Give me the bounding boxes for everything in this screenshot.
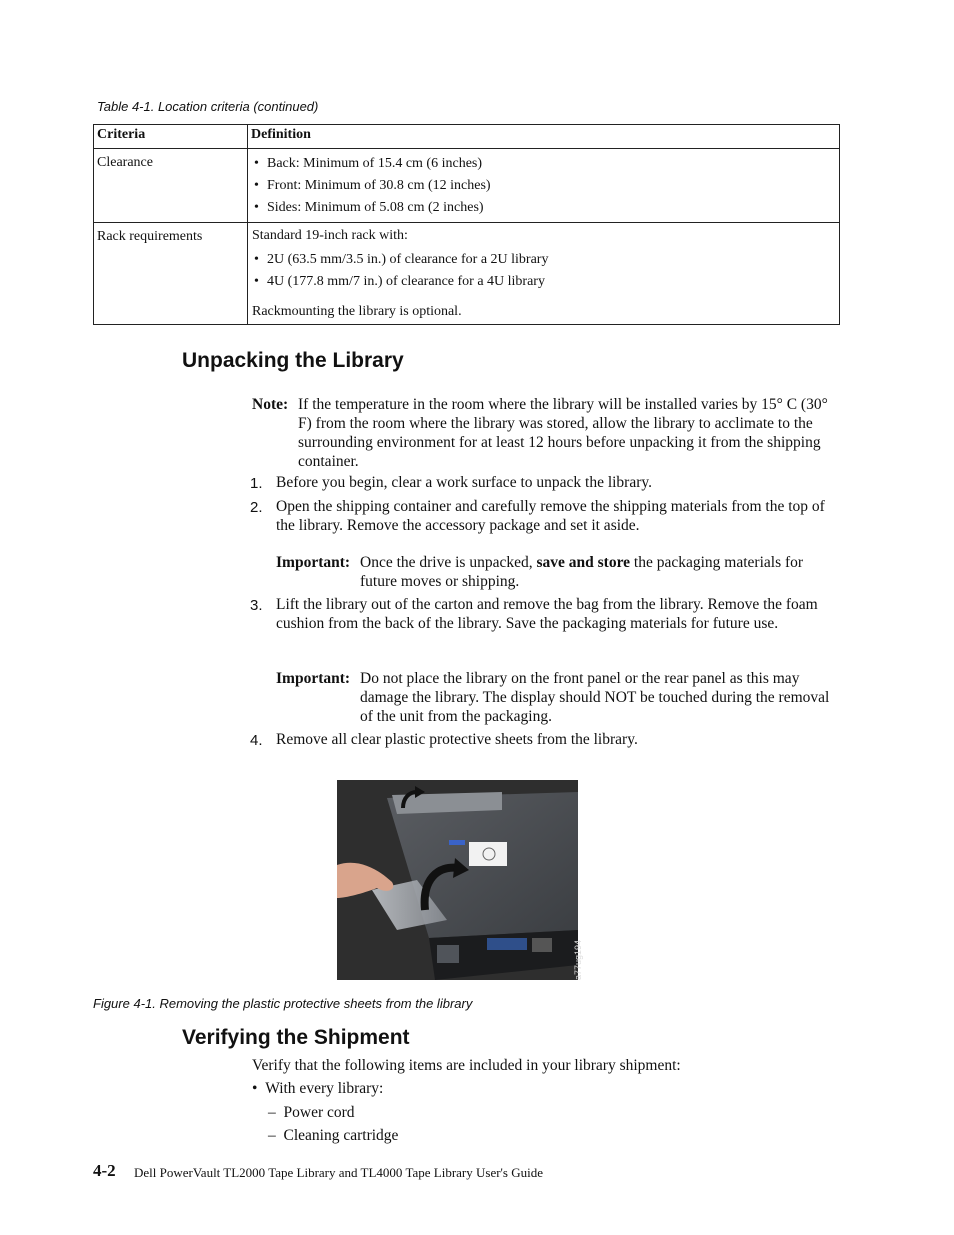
step-number: 3.: [250, 597, 263, 614]
important-text: [360, 553, 840, 591]
table-caption: Table 4-1. Location criteria (continued): [97, 99, 319, 114]
library-photo: [337, 780, 578, 980]
list-item-label: Power cord: [283, 1104, 355, 1121]
list-item: • 2U (63.5 mm/3.5 in.) of clearance for a 2U library: [252, 249, 835, 271]
list-item: • Sides: Minimum of 5.08 cm (2 inches): [252, 197, 835, 219]
important-text-start: Once the drive is unpacked,: [360, 554, 537, 571]
step-number: 2.: [250, 499, 263, 516]
list-item: • Back: Minimum of 15.4 cm (6 inches): [252, 153, 835, 175]
list-item: • Front: Minimum of 30.8 cm (12 inches): [252, 175, 835, 197]
note-text: If the temperature in the room where the library will be installed varies by 15° C (30° F) from the room where the library was stored, allow the library to acclimate to the surrounding environment for at least 12 hours before unpacking it from the shipping container.: [298, 396, 828, 470]
definition-footer: Rackmounting the library is optional.: [252, 304, 462, 319]
step-text: Open the shipping container and carefully remove the shipping materials from the top of the library. Remove the accessory package and set it aside.: [276, 498, 825, 534]
criteria-cell: Clearance: [94, 149, 248, 223]
definition-cell: [248, 223, 840, 325]
bullet-icon: •: [252, 1080, 258, 1097]
dash-icon: –: [268, 1104, 276, 1121]
dash-icon: –: [268, 1127, 276, 1144]
column-header-criteria: Criteria: [94, 125, 248, 149]
figure-code: a77ug194: [573, 939, 583, 980]
list-item-label: With every library:: [265, 1080, 384, 1097]
list-item-label: Cleaning cartridge: [283, 1127, 399, 1144]
important-text-end: the packaging materials for future moves or shipping.: [360, 554, 804, 590]
step-number: 4.: [250, 732, 263, 749]
list-item: [252, 1079, 383, 1098]
important-label: Important:: [276, 554, 351, 571]
footer-title: Dell PowerVault TL2000 Tape Library and TL4000 Tape Library User's Guide: [134, 1165, 543, 1180]
step-number: 1.: [250, 475, 263, 492]
page-number: 4-2: [93, 1161, 116, 1180]
verify-intro: Verify that the following items are included in your library shipment:: [252, 1057, 681, 1074]
table-row: [94, 149, 840, 223]
section-heading-unpacking: Unpacking the Library: [182, 349, 404, 372]
step-text: Before you begin, clear a work surface to unpack the library.: [276, 474, 653, 491]
important-emphasis: save and store: [536, 554, 631, 571]
column-header-definition: Definition: [248, 125, 840, 149]
table-row: [94, 223, 840, 325]
important-text: Do not place the library on the front panel or the rear panel as this may damage the library. The display should NOT be touched during the removal of the unit from the packaging.: [360, 670, 830, 725]
list-item: [268, 1103, 355, 1122]
step-text: Lift the library out of the carton and remove the bag from the library. Remove the foam cushion from the back of the library. Save the packaging materials for future use.: [276, 596, 818, 632]
note-label: Note:: [252, 396, 289, 413]
definition-cell: [248, 149, 840, 223]
step-text: Remove all clear plastic protective sheets from the library.: [276, 731, 638, 748]
criteria-cell: Rack requirements: [94, 223, 248, 325]
figure-caption: Figure 4-1. Removing the plastic protective sheets from the library: [93, 996, 473, 1011]
library-photo-figure: [337, 780, 583, 980]
section-heading-verifying: Verifying the Shipment: [182, 1026, 410, 1049]
location-criteria-table: [93, 124, 840, 325]
definition-list: [252, 249, 835, 293]
important-label: Important:: [276, 670, 351, 687]
list-item: [268, 1126, 398, 1145]
list-item: • 4U (177.8 mm/7 in.) of clearance for a 4U library: [252, 271, 835, 293]
definition-list: [252, 153, 835, 219]
table-header-row: [94, 125, 840, 149]
definition-intro: Standard 19-inch rack with:: [252, 228, 408, 243]
